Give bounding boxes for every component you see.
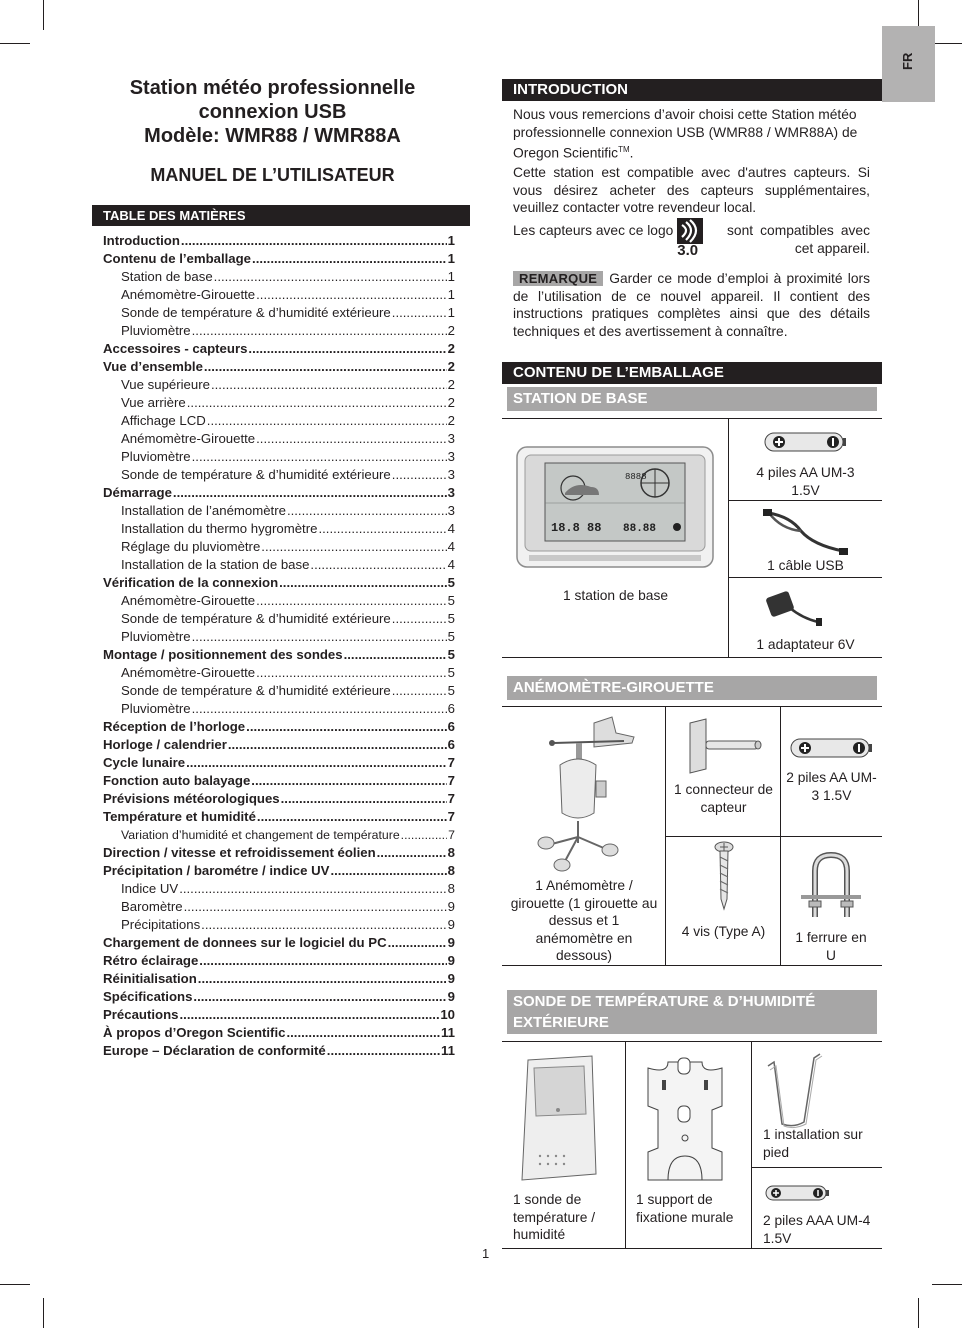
anemometer-grid bbox=[502, 706, 882, 966]
toc-entry-label: Démarrage bbox=[103, 485, 172, 500]
toc-entry-page: 7 bbox=[447, 791, 455, 806]
toc-leader-dots bbox=[192, 628, 447, 646]
toc-entry-page: 7 bbox=[448, 828, 455, 842]
svg-text:88: 88 bbox=[587, 521, 602, 535]
toc-heading bbox=[92, 205, 470, 226]
toc-entry bbox=[103, 808, 455, 826]
anemometer-heading-label: ANÉMOMÈTRE-GIROUETTE bbox=[513, 679, 714, 696]
toc-leader-dots bbox=[377, 844, 447, 862]
trademark: TM bbox=[618, 145, 630, 154]
connector-cell bbox=[666, 707, 781, 837]
toc-leader-dots bbox=[248, 340, 446, 358]
toc-entry-label: Cycle lunaire bbox=[103, 755, 186, 770]
toc-leader-dots bbox=[252, 250, 447, 268]
u-bolt-image bbox=[799, 851, 863, 921]
toc-leader-dots bbox=[184, 898, 447, 916]
toc-entry-page: 1 bbox=[447, 287, 455, 302]
toc-entry-label: Europe – Déclaration de conformité bbox=[103, 1043, 326, 1058]
battery-aa-image bbox=[789, 737, 873, 759]
toc-entry-page: 7 bbox=[447, 755, 455, 770]
toc-entry-label: Installation de l’anémomètre bbox=[121, 503, 286, 518]
package-heading bbox=[502, 362, 882, 384]
intro-text: Nous vous remercions d’avoir choisi cette Station météo professionnelle connexion USB (WMR88 / WMR88A) de Oregon Scientific bbox=[513, 107, 858, 161]
stand-image bbox=[764, 1052, 824, 1132]
toc-entry bbox=[103, 610, 455, 628]
toc-entry bbox=[103, 772, 455, 790]
toc-entry-label: Chargement de donnees sur le logiciel du PC bbox=[103, 935, 387, 950]
intro-paragraph-1 bbox=[513, 106, 870, 162]
toc-entry-page: 2 bbox=[447, 359, 455, 374]
crop-mark bbox=[932, 43, 962, 44]
toc-entry bbox=[103, 1024, 455, 1042]
toc-leader-dots bbox=[201, 916, 446, 934]
title-line: Modèle: WMR88 / WMR88A bbox=[144, 125, 401, 147]
crop-mark bbox=[43, 1298, 44, 1328]
stand-cell bbox=[752, 1042, 882, 1168]
toc-entry-label: Précipitations bbox=[121, 917, 201, 932]
wallmount-cell bbox=[626, 1042, 752, 1248]
adapter-image bbox=[764, 584, 824, 628]
crop-mark bbox=[932, 1284, 962, 1285]
toc-entry-page: 5 bbox=[447, 629, 455, 644]
toc-entry-label: Station de base bbox=[121, 269, 213, 284]
toc-entry bbox=[103, 232, 455, 250]
page-number: 1 bbox=[482, 1246, 490, 1261]
package-heading-label: CONTENU DE L’EMBALLAGE bbox=[513, 364, 724, 381]
toc-leader-dots bbox=[388, 934, 447, 952]
wall-mount-image bbox=[638, 1052, 732, 1182]
toc-leader-dots bbox=[401, 826, 447, 844]
toc-entry bbox=[103, 862, 455, 880]
toc-entry bbox=[103, 880, 455, 898]
aaa-batteries-caption: 2 piles AAA UM-4 1.5V bbox=[763, 1213, 871, 1246]
logo-text-before: Les capteurs avec ce logo bbox=[513, 223, 674, 238]
toc-entry-page: 7 bbox=[447, 809, 455, 824]
toc-entry-page: 3 bbox=[447, 449, 455, 464]
anemo-batteries-cell bbox=[781, 707, 882, 837]
toc-entry-label: Pluviomètre bbox=[121, 323, 191, 338]
toc-entry-label: Anémomètre-Girouette bbox=[121, 593, 256, 608]
toc-entry-label: Fonction auto balayage bbox=[103, 773, 251, 788]
toc-entry-label: Vue supérieure bbox=[121, 377, 210, 392]
toc-entry bbox=[103, 736, 455, 754]
battery-aa-image bbox=[763, 431, 847, 453]
toc-leader-dots bbox=[327, 1042, 440, 1060]
svg-text:18.8: 18.8 bbox=[551, 521, 580, 535]
toc-entry-page: 6 bbox=[447, 719, 455, 734]
sensor-grid bbox=[502, 1041, 882, 1249]
toc-leader-dots bbox=[251, 772, 446, 790]
toc-entry bbox=[103, 358, 455, 376]
sensor-heading-label: SONDE DE TEMPÉRATURE & D’HUMIDITÉ EXTÉRIEURE bbox=[513, 993, 816, 1031]
toc-entry-page: 5 bbox=[447, 593, 455, 608]
crop-mark bbox=[918, 1298, 919, 1328]
toc-leader-dots bbox=[256, 286, 447, 304]
toc-entry bbox=[103, 556, 455, 574]
toc-entry-page: 5 bbox=[447, 575, 455, 590]
toc-entry-page: 6 bbox=[447, 737, 455, 752]
toc-entry-page: 8 bbox=[447, 863, 455, 878]
toc-entry-page: 3 bbox=[447, 431, 455, 446]
intro-paragraph-2: Cette station est compatible avec d'autres capteurs. Si vous désirez acheter des capteurs supplémentaires, veuillez contacter votre revendeur local. bbox=[513, 165, 870, 215]
toc-leader-dots bbox=[330, 862, 446, 880]
sensor-cell bbox=[502, 1042, 626, 1248]
toc-leader-dots bbox=[179, 880, 446, 898]
toc-entry-label: Accessoires - capteurs bbox=[103, 341, 248, 356]
aaa-batteries-cell bbox=[752, 1168, 882, 1248]
toc-entry bbox=[103, 304, 455, 322]
usb-cable-image bbox=[761, 507, 851, 557]
toc-entry bbox=[103, 340, 455, 358]
toc-leader-dots bbox=[310, 556, 446, 574]
toc-entry-page: 9 bbox=[447, 971, 455, 986]
toc-leader-dots bbox=[281, 790, 447, 808]
toc-entry-label: Prévisions météorologiques bbox=[103, 791, 280, 806]
toc-entry-page: 3 bbox=[447, 485, 455, 500]
connector-caption: 1 connecteur de capteur bbox=[674, 782, 773, 815]
toc-leader-dots bbox=[204, 358, 447, 376]
toc-leader-dots bbox=[207, 412, 447, 430]
toc-entry-page: 5 bbox=[447, 611, 455, 626]
toc-leader-dots bbox=[192, 322, 447, 340]
toc-entry bbox=[103, 286, 455, 304]
toc-entry-page: 4 bbox=[447, 521, 455, 536]
toc-entry-page: 9 bbox=[447, 989, 455, 1004]
toc-entry-label: Précipitation / barométre / indice UV bbox=[103, 863, 330, 878]
toc-entry bbox=[103, 592, 455, 610]
toc-entry-label: Réglage du pluviomètre bbox=[121, 539, 261, 554]
toc-entry-page: 3 bbox=[447, 503, 455, 518]
toc-entry-page: 2 bbox=[447, 413, 455, 428]
toc-entry-page: 11 bbox=[441, 1043, 455, 1058]
toc-entry bbox=[103, 664, 455, 682]
toc-leader-dots bbox=[318, 520, 446, 538]
toc-entry bbox=[103, 682, 455, 700]
toc-entry-page: 8 bbox=[447, 845, 455, 860]
toc-leader-dots bbox=[228, 736, 447, 754]
logo-version: 3.0 bbox=[677, 242, 699, 259]
title-line: Station météo professionnelle bbox=[129, 77, 416, 99]
toc-leader-dots bbox=[180, 1006, 440, 1024]
toc-entry bbox=[103, 628, 455, 646]
toc-leader-dots bbox=[214, 268, 447, 286]
toc-entry-label: Montage / positionnement des sondes bbox=[103, 647, 343, 662]
toc-leader-dots bbox=[199, 952, 446, 970]
table-of-contents bbox=[103, 232, 455, 1060]
toc-leader-dots bbox=[257, 808, 447, 826]
toc-entry-label: Anémomètre-Girouette bbox=[121, 287, 256, 302]
toc-entry-label: Pluviomètre bbox=[121, 449, 191, 464]
battery-aaa-image bbox=[764, 1184, 830, 1202]
logo-text-tail: sont compatibles avec cet appareil. bbox=[727, 223, 870, 256]
toc-entry-label: Variation d’humidité et changement de température bbox=[121, 828, 400, 842]
anemometer-caption: 1 Anémomètre / girouette (1 girouette au dessus et 1 anémomètre en dessous) bbox=[510, 878, 658, 963]
toc-entry bbox=[103, 430, 455, 448]
toc-entry-label: Affichage LCD bbox=[121, 413, 206, 428]
sensor-caption: 1 sonde de température / humidité bbox=[513, 1192, 596, 1242]
svg-text:8888: 8888 bbox=[625, 472, 647, 482]
toc-entry-label: Introduction bbox=[103, 233, 180, 248]
toc-entry-page: 3 bbox=[447, 467, 455, 482]
toc-entry-label: À propos d’Oregon Scientific bbox=[103, 1025, 286, 1040]
toc-entry-page: 8 bbox=[447, 881, 455, 896]
toc-entry bbox=[103, 1006, 455, 1024]
batteries-caption: 4 piles AA UM-3 1.5V bbox=[756, 465, 855, 498]
base-station-grid bbox=[502, 418, 882, 658]
toc-entry bbox=[103, 952, 455, 970]
toc-entry-label: Précautions bbox=[103, 1007, 179, 1022]
anemo-batteries-caption: 2 piles AA UM-3 1.5V bbox=[786, 770, 877, 803]
adapter-caption: 1 adaptateur 6V bbox=[756, 637, 855, 652]
toc-entry bbox=[103, 754, 455, 772]
anemometer-heading bbox=[507, 676, 877, 700]
toc-entry-label: Sonde de température & d’humidité extérieure bbox=[121, 305, 391, 320]
toc-leader-dots bbox=[256, 664, 447, 682]
toc-entry-page: 5 bbox=[447, 665, 455, 680]
toc-entry-page: 4 bbox=[447, 539, 455, 554]
toc-entry-label: Température et humidité bbox=[103, 809, 256, 824]
toc-leader-dots bbox=[192, 448, 447, 466]
remark-text: Garder ce mode d’emploi à proximité lors de l’utilisation de ce nouvel appareil. Il contient des instructions pratiques complètes ainsi que des détails techniques et des avertissement à connaître. bbox=[513, 271, 870, 339]
toc-entry bbox=[103, 1042, 455, 1060]
language-label: FR bbox=[900, 52, 915, 70]
ubolt-cell bbox=[781, 837, 882, 965]
toc-leader-dots bbox=[392, 682, 447, 700]
screw-image bbox=[714, 841, 734, 911]
toc-entry-page: 5 bbox=[447, 683, 455, 698]
anemometer-image bbox=[524, 713, 644, 873]
wallmount-caption: 1 support de fixatione murale bbox=[636, 1192, 734, 1225]
toc-entry-label: Direction / vitesse et refroidissement éolien bbox=[103, 845, 376, 860]
toc-entry-page: 7 bbox=[447, 773, 455, 788]
crop-mark bbox=[0, 43, 30, 44]
toc-leader-dots bbox=[344, 646, 447, 664]
toc-entry-label: Sonde de température & d’humidité extérieure bbox=[121, 611, 391, 626]
toc-entry-label: Réception de l’horloge bbox=[103, 719, 246, 734]
ubolt-caption: 1 ferrure en U bbox=[795, 930, 867, 963]
toc-entry-label: Anémomètre-Girouette bbox=[121, 665, 256, 680]
anemometer-cell bbox=[502, 707, 666, 965]
stand-caption: 1 installation sur pied bbox=[763, 1127, 863, 1160]
toc-entry bbox=[103, 898, 455, 916]
toc-entry bbox=[103, 916, 455, 934]
toc-entry bbox=[103, 484, 455, 502]
intro-heading bbox=[502, 79, 882, 101]
station-cell bbox=[502, 419, 729, 657]
toc-entry bbox=[103, 826, 455, 844]
svg-text:88.88: 88.88 bbox=[623, 523, 657, 535]
toc-leader-dots bbox=[173, 484, 447, 502]
toc-entry bbox=[103, 466, 455, 484]
toc-entry-page: 6 bbox=[447, 701, 455, 716]
toc-entry-label: Vue d’ensemble bbox=[103, 359, 203, 374]
intro-paragraph-3-body bbox=[513, 222, 870, 257]
toc-entry bbox=[103, 250, 455, 268]
toc-entry-label: Vérification de la connexion bbox=[103, 575, 279, 590]
toc-entry-page: 1 bbox=[447, 233, 455, 248]
remark-badge: REMARQUE bbox=[513, 271, 603, 286]
toc-leader-dots bbox=[287, 502, 447, 520]
station-caption: 1 station de base bbox=[562, 588, 669, 603]
toc-leader-dots bbox=[261, 538, 446, 556]
toc-entry-label: Rétro éclairage bbox=[103, 953, 199, 968]
toc-entry-label: Indice UV bbox=[121, 881, 179, 896]
sensor-image bbox=[514, 1054, 598, 1184]
toc-leader-dots bbox=[256, 592, 447, 610]
toc-leader-dots bbox=[279, 574, 447, 592]
toc-entry-page: 11 bbox=[441, 1025, 455, 1040]
toc-leader-dots bbox=[193, 988, 446, 1006]
toc-leader-dots bbox=[187, 394, 447, 412]
document-title bbox=[90, 76, 455, 148]
toc-leader-dots bbox=[181, 232, 447, 250]
toc-entry bbox=[103, 700, 455, 718]
toc-leader-dots bbox=[392, 610, 447, 628]
remark-paragraph bbox=[513, 270, 870, 340]
toc-leader-dots bbox=[286, 1024, 440, 1042]
toc-entry-page: 9 bbox=[447, 899, 455, 914]
toc-leader-dots bbox=[392, 466, 447, 484]
toc-entry bbox=[103, 844, 455, 862]
usb-cell bbox=[729, 501, 882, 578]
crop-mark bbox=[43, 0, 44, 30]
toc-leader-dots bbox=[186, 754, 447, 772]
toc-entry-label: Contenu de l’emballage bbox=[103, 251, 252, 266]
base-station-heading-label: STATION DE BASE bbox=[513, 390, 648, 407]
toc-entry bbox=[103, 538, 455, 556]
toc-entry-label: Sonde de température & d’humidité extérieure bbox=[121, 683, 391, 698]
toc-entry bbox=[103, 520, 455, 538]
title-line: connexion USB bbox=[198, 101, 347, 123]
toc-entry-page: 2 bbox=[447, 395, 455, 410]
manual-title: MANUEL DE L’UTILISATEUR bbox=[150, 165, 395, 185]
crop-mark bbox=[0, 1284, 30, 1285]
toc-entry bbox=[103, 646, 455, 664]
toc-entry-label: Installation du thermo hygromètre bbox=[121, 521, 318, 536]
toc-entry bbox=[103, 790, 455, 808]
sensor-heading bbox=[507, 990, 877, 1034]
toc-entry-page: 2 bbox=[447, 323, 455, 338]
toc-entry bbox=[103, 988, 455, 1006]
language-tab bbox=[882, 26, 935, 102]
toc-entry bbox=[103, 448, 455, 466]
toc-leader-dots bbox=[256, 430, 447, 448]
batteries-cell bbox=[729, 419, 882, 501]
toc-entry bbox=[103, 376, 455, 394]
toc-entry-page: 1 bbox=[447, 305, 455, 320]
toc-entry-page: 1 bbox=[447, 251, 455, 266]
intro-text-end: . bbox=[629, 145, 634, 161]
toc-leader-dots bbox=[246, 718, 447, 736]
toc-entry-page: 2 bbox=[447, 341, 455, 356]
intro-heading-label: INTRODUCTION bbox=[513, 81, 628, 98]
usb-caption: 1 câble USB bbox=[767, 558, 844, 573]
connector-image bbox=[684, 717, 764, 777]
toc-entry-page: 9 bbox=[447, 953, 455, 968]
toc-entry-page: 2 bbox=[447, 377, 455, 392]
toc-heading-label: TABLE DES MATIÈRES bbox=[103, 208, 246, 223]
toc-leader-dots bbox=[198, 970, 447, 988]
screws-cell bbox=[666, 837, 781, 965]
toc-entry-label: Installation de la station de base bbox=[121, 557, 310, 572]
screws-caption: 4 vis (Type A) bbox=[681, 924, 766, 939]
adapter-cell bbox=[729, 578, 882, 657]
toc-entry-page: 4 bbox=[447, 557, 455, 572]
toc-leader-dots bbox=[211, 376, 447, 394]
toc-entry-page: 10 bbox=[440, 1007, 455, 1022]
toc-entry-page: 9 bbox=[447, 935, 455, 950]
toc-entry-label: Spécifications bbox=[103, 989, 193, 1004]
toc-entry bbox=[103, 970, 455, 988]
toc-entry-label: Anémomètre-Girouette bbox=[121, 431, 256, 446]
toc-entry-label: Pluviomètre bbox=[121, 701, 191, 716]
base-station-heading bbox=[507, 387, 877, 411]
toc-entry bbox=[103, 574, 455, 592]
toc-entry-label: Horloge / calendrier bbox=[103, 737, 227, 752]
toc-entry bbox=[103, 412, 455, 430]
toc-entry-label: Pluviomètre bbox=[121, 629, 191, 644]
toc-entry-label: Vue arrière bbox=[121, 395, 186, 410]
toc-entry bbox=[103, 934, 455, 952]
toc-leader-dots bbox=[392, 304, 447, 322]
toc-entry-page: 5 bbox=[447, 647, 455, 662]
toc-entry-page: 1 bbox=[447, 269, 455, 284]
toc-entry bbox=[103, 718, 455, 736]
toc-leader-dots bbox=[192, 700, 447, 718]
toc-entry bbox=[103, 394, 455, 412]
base-station-image bbox=[515, 443, 715, 573]
toc-entry bbox=[103, 268, 455, 286]
toc-entry-label: Réinitialisation bbox=[103, 971, 197, 986]
toc-entry-label: Sonde de température & d’humidité extérieure bbox=[121, 467, 391, 482]
toc-entry-page: 9 bbox=[447, 917, 455, 932]
toc-entry-label: Baromètre bbox=[121, 899, 183, 914]
toc-entry bbox=[103, 502, 455, 520]
toc-entry bbox=[103, 322, 455, 340]
